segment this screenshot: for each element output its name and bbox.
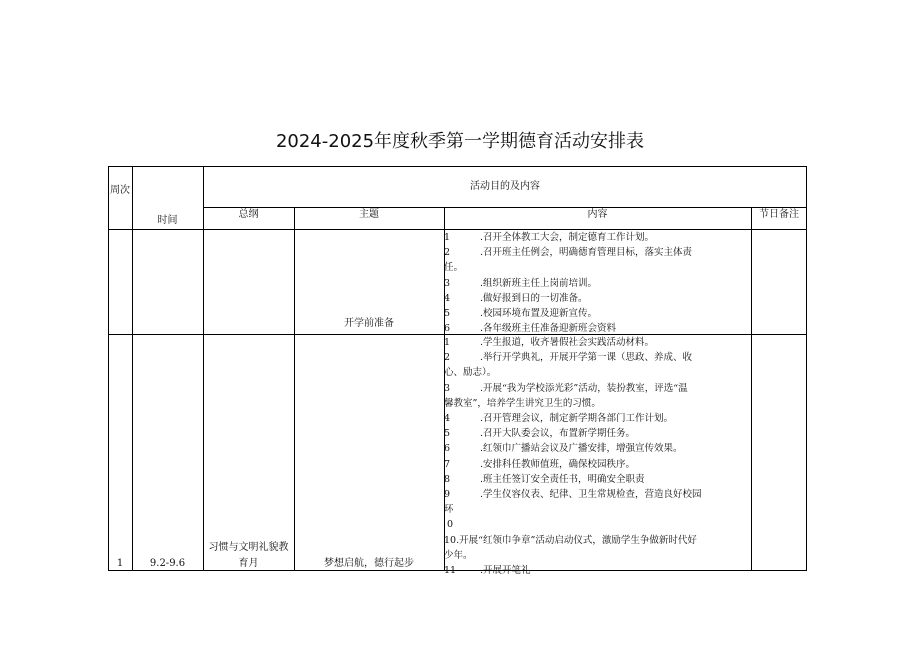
content-item-number: 1 — [444, 232, 451, 243]
header-content: 内容 — [587, 209, 608, 220]
col-line-outline — [294, 207, 295, 571]
content-item-text: 馨教室”，培养学生讲究卫生的习惯。 — [444, 397, 601, 409]
content-item-text: .组织新班主任上岗前培训。 — [480, 277, 598, 289]
content-item — [444, 230, 750, 245]
page-title: 2024-2025年度秋季第一学期德育活动安排表 — [275, 131, 645, 152]
header-theme: 主题 — [359, 209, 379, 220]
content-item-text: .开展“我为学校添光彩”活动，装扮教室，评选“温 — [480, 382, 688, 394]
row-week: 1 — [116, 558, 124, 569]
content-item — [444, 350, 750, 365]
row-theme: 梦想启航，德行起步 — [324, 558, 414, 569]
content-item-number: 3 — [444, 277, 451, 289]
content-item-text: .学生仪容仪表、纪律、卫生常规检查，营造良好校园 — [480, 489, 702, 501]
content-item-text: .举行开学典礼，开展开学第一课（思政、养成、收 — [480, 352, 693, 364]
content-item — [444, 517, 750, 532]
content-item-text: .校园环境布置及迎新宣传。 — [480, 308, 598, 320]
content-item-number: 4 — [444, 413, 451, 425]
content-item-number: 1 — [444, 337, 451, 348]
content-item — [444, 291, 750, 306]
content-item — [444, 457, 750, 472]
content-item — [444, 533, 750, 548]
content-item — [444, 487, 750, 502]
content-item-text: 心、励志）。 — [444, 367, 497, 379]
content-item — [444, 306, 750, 321]
content-item — [444, 502, 750, 517]
content-item-text: .做好报到日的一切准备。 — [480, 292, 588, 304]
content-item-text: .召开全体教工大会，制定德育工作计划。 — [480, 232, 655, 243]
content-item — [444, 381, 750, 396]
content-item-number: 8 — [444, 473, 451, 485]
content-item-number: 2 — [444, 352, 451, 364]
content-item — [444, 276, 750, 291]
content-item — [444, 426, 750, 441]
content-item — [444, 548, 750, 563]
content-item — [444, 563, 750, 578]
content-item-number: 4 — [444, 292, 451, 304]
content-item-text: .班主任签订安全责任书，明确安全职责 — [480, 473, 645, 485]
header-holiday: 节日备注 — [759, 209, 799, 220]
content-item-number: 5 — [444, 428, 451, 440]
content-item-number: 6 — [444, 443, 451, 455]
content-item — [444, 441, 750, 456]
content-item-text: .召开管理会议，制定新学期各部门工作计划。 — [480, 413, 674, 425]
row-outline: 习惯与文明礼貌教育月 — [208, 542, 289, 569]
content-item-number: 6 — [444, 323, 451, 335]
content-item-text: 0 — [444, 519, 454, 531]
content-item-number: 7 — [444, 458, 451, 470]
content-item-text: .开展开笔礼 — [480, 565, 531, 577]
table-border-top — [108, 166, 807, 167]
content-item-number: 9 — [444, 489, 451, 501]
content-item — [444, 396, 750, 411]
content-item — [444, 365, 750, 380]
content-item-text: 10.开展“红领巾争章”活动启动仪式，激励学生争做新时代好 — [444, 534, 697, 546]
row-theme: 开学前准备 — [344, 318, 394, 329]
header-time: 时间 — [157, 215, 178, 226]
content-item-text: .学生报道，收齐暑假社会实践活动材料。 — [480, 337, 655, 348]
content-item — [444, 472, 750, 487]
content-item — [444, 411, 750, 426]
header-purpose: 活动目的及内容 — [470, 181, 540, 192]
header-outline: 总纲 — [238, 209, 259, 220]
row-content — [444, 230, 750, 334]
row-content — [444, 335, 750, 577]
content-item-text: .安排科任教师值班，确保校园秩序。 — [480, 458, 636, 470]
content-item-text: .红领巾广播站会议及广播安排，增强宣传效果。 — [480, 443, 683, 455]
content-item-text: 任。 — [444, 262, 464, 274]
row-time: 9.2-9.6 — [149, 558, 186, 569]
content-item-number: 3 — [444, 382, 451, 394]
content-item-text: .召开班主任例会，明确德育管理目标，落实主体责 — [480, 247, 693, 259]
content-item — [444, 245, 750, 260]
col-line-left — [108, 166, 109, 571]
content-item-number: 2 — [444, 247, 451, 259]
content-item-text: .召开大队委会议，布置新学期任务。 — [480, 428, 636, 440]
content-item-number: 5 — [444, 308, 451, 320]
content-item-number: 11 — [444, 565, 457, 577]
content-item-text: .各年级班主任准备迎新班会资料 — [480, 323, 617, 335]
content-item-text: 环 — [444, 504, 454, 516]
content-item — [444, 335, 750, 350]
schedule-table — [108, 166, 807, 577]
content-item-text: 少年。 — [444, 549, 473, 561]
header-week: 周次 — [110, 185, 130, 196]
content-item — [444, 260, 750, 275]
col-line-right — [806, 166, 807, 571]
col-line-time — [203, 166, 204, 571]
col-line-content — [751, 207, 752, 571]
